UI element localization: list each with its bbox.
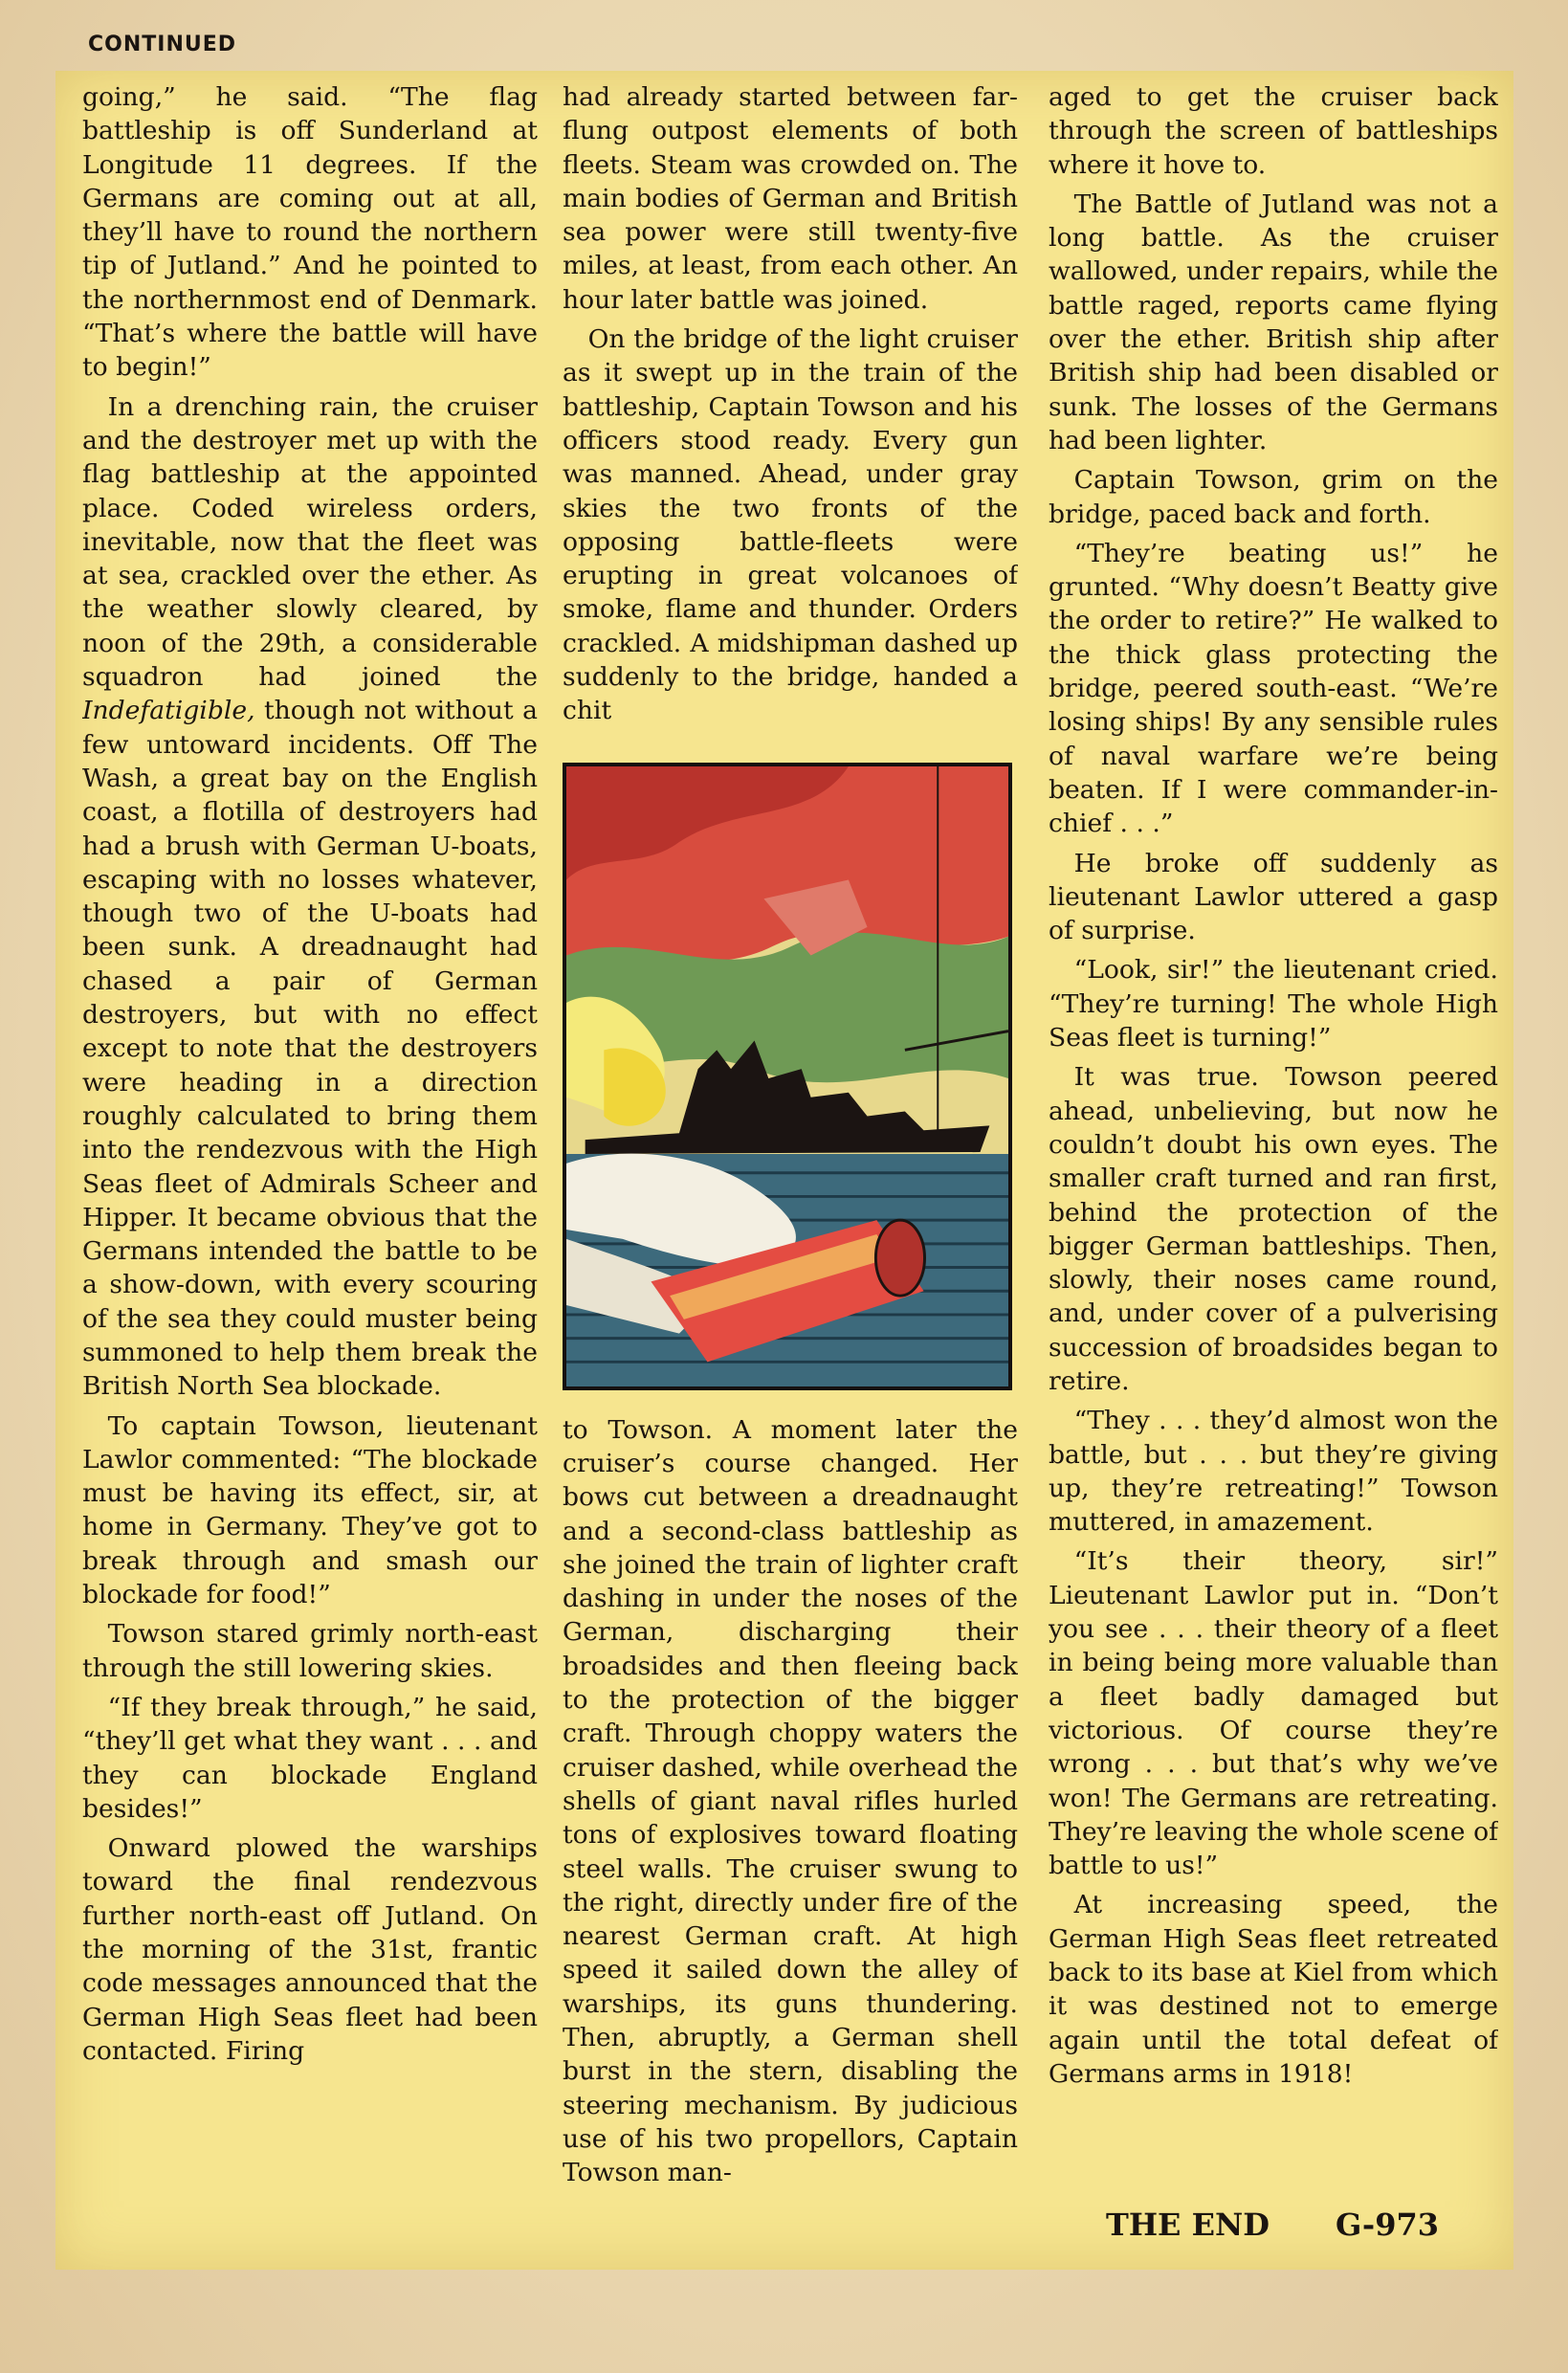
paragraph: It was true. Towson peered ahead, unbelieving, but now he couldn’t doubt his own eyes. The smaller craft turned and ran first, behind the protection of the bigger German battleships. Then, slowly, their noses came round, and, under cover of a pulverising succession of broadsides began to retire.	[1049, 1062, 1498, 1396]
paragraph: To captain Towson, lieutenant Lawlor commented: “The blockade must be having its effect, sir, at home in Germany. They’ve got to break through and smash our blockade for food!”	[82, 1410, 538, 1610]
paragraph: “They . . . they’d almost won the battle, but . . . but they’re giving up, they’re retreating!” Towson muttered, in amazement.	[1049, 1406, 1498, 1538]
column-2	[563, 80, 1018, 2262]
ship-name: Indefatigible,	[82, 696, 255, 726]
paragraph: He broke off suddenly as lieutenant Lawlor uttered a gasp of surprise.	[1049, 848, 1498, 946]
column-1	[82, 80, 538, 2262]
paragraph: Captain Towson, grim on the bridge, paced back and forth.	[1049, 465, 1498, 529]
paragraph: “Look, sir!” the lieutenant cried. “They’re turning! The whole High Seas fleet is turning!”	[1049, 955, 1498, 1053]
continued-label: CONTINUED	[88, 33, 237, 56]
paragraph: “It’s their theory, sir!” Lieutenant Lawlor put in. “Don’t you see . . . their theory of a fleet in being being more valuable than a fleet badly damaged but victorious. Of course they’re wrong . . . but that’s why we’ve won! The Germans are retreating. They’re leaving the whole scene of battle to us!”	[1049, 1546, 1498, 1881]
paragraph: In a drenching rain, the cruiser and the destroyer met up with the flag battleship at the appointed place. Coded wireless orders, inevitable, now that the fleet was at sea, crackled over the ether. As the weather slowly cleared, by noon of the 29th, a considerable squadron had joined the Indefatigible, though not without a few untoward incidents. Off The Wash, a great bay on the English coast, a flotilla of destroyers had had a brush with German U-boats, escaping with no losses whatever, though two of the U-boats had been sunk. A dreadnaught had chased a pair of German destroyers, but with no effect except to note that the destroyers were heading in a direction roughly calculated to bring them into the rendezvous with the High Seas fleet of Admirals Scheer and Hipper. It became obvious that the Germans intended the battle to be a show-down, with every scouring of the sea they could muster being summoned to help them break the British North Sea blockade.	[82, 391, 538, 1402]
page-code: G-973	[1336, 2207, 1439, 2243]
story-text-block	[55, 71, 1513, 2270]
the-end-label: THE END	[1106, 2207, 1270, 2243]
column-3	[1049, 80, 1498, 2138]
paragraph: Onward plowed the warships toward the final rendezvous further north-east off Jutland. On the morning of the 31st, frantic code messages announced that the German High Seas fleet had been contacted. Firing	[82, 1833, 538, 2066]
paragraph: going,” he said. “The flag battleship is off Sunderland at Longitude 11 degrees. If the Germans are coming out at all, they’ll have to round the northern tip of Jutland.” And he pointed to the northernmost end of Denmark. “That’s where the battle will have to begin!”	[82, 82, 538, 383]
battleship-firing-icon	[566, 766, 1008, 1386]
paragraph: “If they break through,” he said, “they’ll get what they want . . . and they can blockade England besides!”	[82, 1692, 538, 1824]
paragraph: aged to get the cruiser back through the screen of battleships where it hove to.	[1049, 82, 1498, 180]
paragraph: The Battle of Jutland was not a long battle. As the cruiser wallowed, under repairs, while the battle raged, reports came flying over the ether. British ship after British ship had been disabled or sunk. The losses of the Germans had been lighter.	[1049, 189, 1498, 455]
paragraph: At increasing speed, the German High Seas fleet retreated back to its base at Kiel from which it was destined not to emerge again until the total defeat of Germans arms in 1918!	[1049, 1890, 1498, 2089]
paragraph: to Towson. A moment later the cruiser’s course changed. Her bows cut between a dreadnaught and a second-class battleship as she joined the train of lighter craft dashing in under the noses of the German, discharging their broadsides and then fleeing back to the protection of the bigger craft. Through choppy waters the cruiser dashed, while overhead the shells of giant naval rifles hurled tons of explosives toward floating steel walls. The cruiser swung to the right, directly under fire of the nearest German craft. At high speed it sailed down the alley of warships, its guns thundering. Then, abruptly, a German shell burst in the stern, disabling the steering mechanism. By judicious use of his two propellors, Captain Towson man-	[563, 1414, 1018, 2188]
paragraph: Towson stared grimly north-east through the still lowering skies.	[82, 1619, 538, 1683]
battleship-illustration	[563, 763, 1012, 1390]
paragraph: “They’re beating us!” he grunted. “Why doesn’t Beatty give the order to retire?” He walked to the thick glass protecting the bridge, peered south-east. “We’re losing ships! By any sensible rules of naval warfare we’re being beaten. If I were commander-in-chief . . .”	[1049, 538, 1498, 839]
paragraph: On the bridge of the light cruiser as it swept up in the train of the battleship, Captain Towson and his officers stood ready. Every gun was manned. Ahead, under gray skies the two fronts of the opposing battle-fleets were erupting in great volcanoes of smoke, flame and thunder. Orders crackled. A midshipman dashed up suddenly to the bridge, handed a chit	[563, 324, 1018, 726]
paragraph: had already started between far-flung outpost elements of both fleets. Steam was crowded on. The main bodies of German and British sea power were still twenty-five miles, at least, from each other. An hour later battle was joined.	[563, 82, 1018, 315]
